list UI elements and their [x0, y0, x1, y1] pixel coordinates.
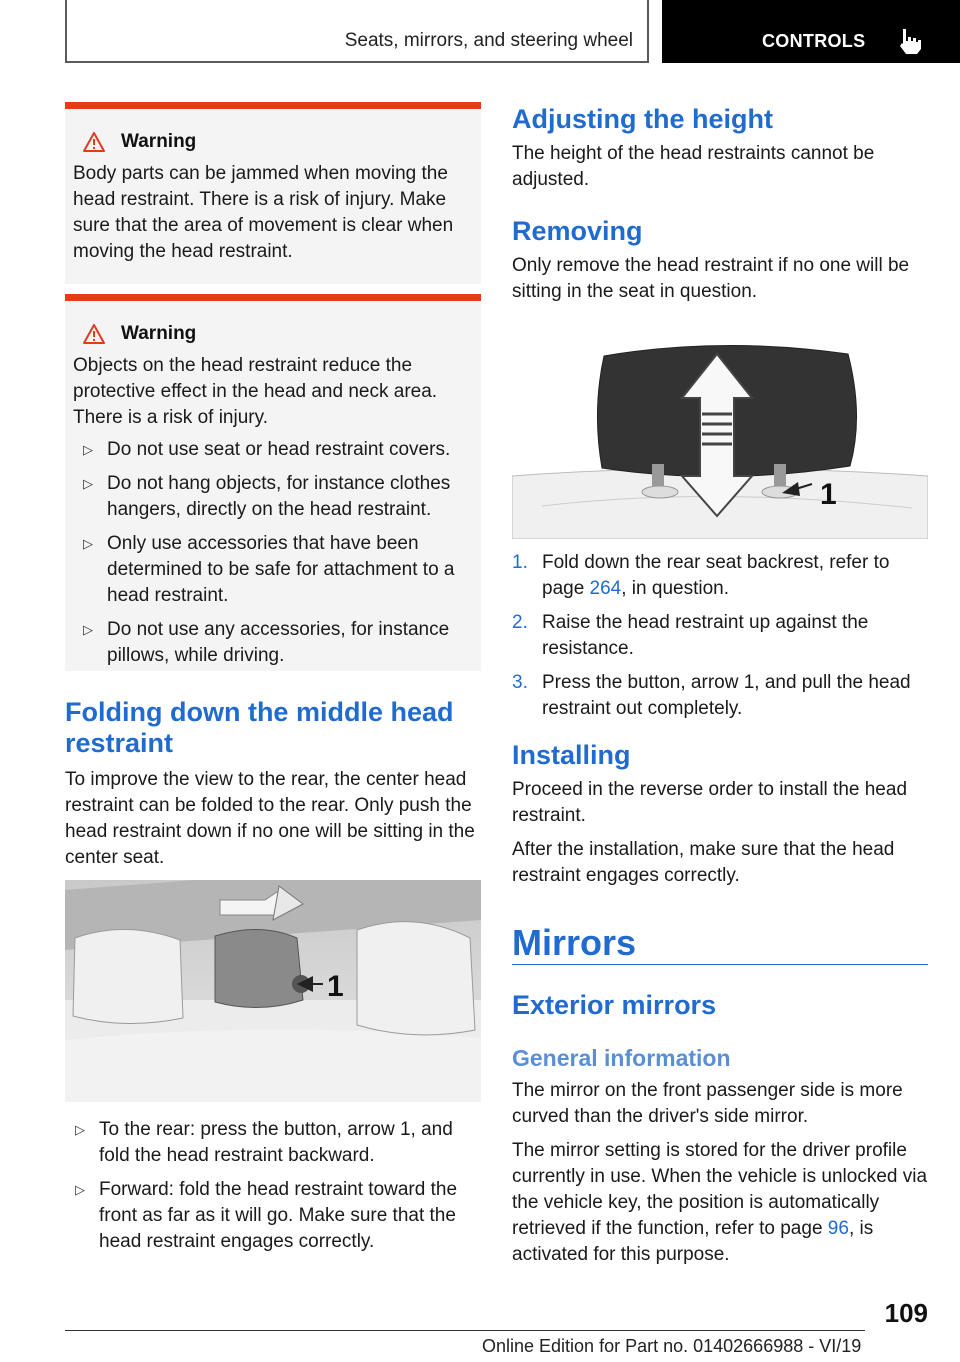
section-heading: Adjusting the height: [512, 104, 773, 134]
section-title: Seats, mirrors, and steering wheel: [344, 30, 633, 51]
warning-title: Warning: [73, 323, 473, 345]
folding-list: [65, 1117, 481, 1263]
list-item: ▷ Do not use any accessories, for instance pillows, while driving.: [83, 619, 450, 666]
page-link[interactable]: 96: [827, 1218, 849, 1239]
sub-heading: Exterior mirrors: [512, 990, 717, 1020]
warning-triangle-icon: [83, 324, 105, 344]
list-item: 3. Press the button, arrow 1, and pull the head restraint out completely.: [512, 672, 911, 719]
triangle-bullet-icon: ▷: [83, 476, 93, 491]
exterior-mirrors-section: [512, 990, 928, 1021]
edition-text: Online Edition for Part no. 01402666988 - VI/19: [482, 1336, 862, 1356]
warning-box-2: [65, 294, 481, 671]
list-item: 1. Fold down the rear seat backrest, refer to page 264, in question.: [512, 552, 890, 599]
triangle-bullet-icon: ▷: [83, 536, 93, 551]
adjusting-section: [512, 104, 928, 193]
warning-triangle-icon: [83, 132, 105, 152]
triangle-bullet-icon: ▷: [83, 442, 93, 457]
section-text: The height of the head restraints cannot be adjusted.: [512, 143, 875, 190]
controls-tab-label: CONTROLS: [762, 31, 866, 51]
warning-list: [73, 437, 473, 669]
folding-section: [65, 697, 481, 871]
section-text: The mirror on the front passenger side is more curved than the driver's side mirror.: [512, 1080, 903, 1127]
section-text: After the installation, make sure that the head restraint engages correctly.: [512, 839, 895, 886]
page-link[interactable]: 264: [589, 578, 622, 599]
list-item: 2. Raise the head restraint up against the resistance.: [512, 612, 869, 659]
general-information-section: [512, 1045, 928, 1268]
list-item: ▷ Do not hang objects, for instance clothes hangers, directly on the head restraint.: [83, 473, 451, 520]
removing-section: [512, 216, 928, 305]
warning-text: Body parts can be jammed when moving the head restraint. There is a risk of injury. Make sure that the area of movement is clear when moving the head restraint.: [73, 163, 454, 262]
image-callout: 1: [820, 478, 837, 511]
controls-tab[interactable]: [662, 0, 960, 63]
section-text: Only remove the head restraint if no one will be sitting in the seat in question.: [512, 255, 910, 302]
installing-section: [512, 740, 928, 889]
chapter-heading: Mirrors: [512, 922, 637, 963]
section-text: The mirror setting is stored for the driver profile currently in use. When the vehicle is unlocked via the vehicle key, the position is automatically retrieved if the function, refer to page 96, is activated for this purpose.: [512, 1140, 928, 1265]
section-text: Proceed in the reverse order to install the head restraint.: [512, 779, 908, 826]
triangle-bullet-icon: ▷: [75, 1182, 85, 1197]
list-item: ▷ To the rear: press the button, arrow 1, and fold the head restraint backward.: [75, 1119, 453, 1166]
page-number: 109: [884, 1298, 928, 1328]
list-item: ▷ Do not use seat or head restraint covers.: [73, 437, 473, 463]
section-heading: Folding down the middle head restraint: [65, 697, 454, 758]
image-callout: 1: [327, 970, 344, 1003]
triangle-bullet-icon: ▷: [75, 1122, 85, 1137]
triangle-bullet-icon: ▷: [83, 622, 93, 637]
mirrors-section: [512, 922, 928, 964]
section-text: To improve the view to the rear, the center head restraint can be folded to the rear. Only push the head restraint down if no one will be sitting in the center seat.: [65, 769, 475, 868]
list-item: ▷ Only use accessories that have been determined to be safe for attachment to a head restraint.: [83, 533, 455, 606]
removing-steps: [512, 550, 928, 730]
section-heading: Removing: [512, 216, 643, 246]
rear-seat-headrest-image: [65, 880, 481, 1102]
sub-sub-heading: General information: [512, 1045, 731, 1071]
chapter-rule: [512, 964, 928, 965]
hand-pointer-icon: [897, 27, 923, 55]
warning-box-1: [65, 102, 481, 284]
footer-rule: [65, 1330, 865, 1331]
headrest-removal-image: [512, 336, 928, 539]
warning-title: Warning: [73, 131, 473, 153]
warning-text: Objects on the head restraint reduce the protective effect in the head and neck area. There is a risk of injury.: [73, 355, 438, 428]
list-item: ▷ Forward: fold the head restraint toward the front as far as it will go. Make sure that the head restraint engages correctly.: [75, 1179, 458, 1252]
section-heading: Installing: [512, 740, 631, 770]
header-frame: [65, 0, 649, 63]
